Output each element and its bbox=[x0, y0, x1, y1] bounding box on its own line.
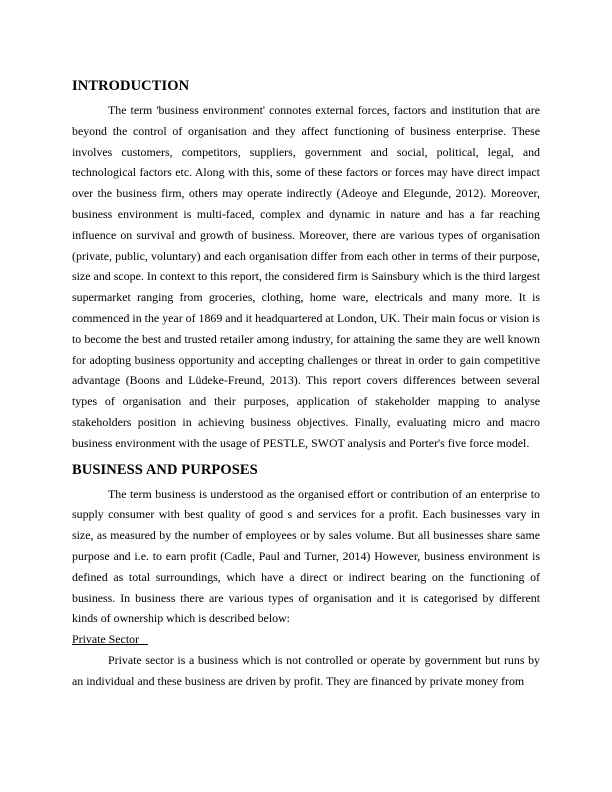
private-sector-subheading: Private Sector bbox=[72, 632, 148, 647]
business-purposes-heading: BUSINESS AND PURPOSES bbox=[72, 461, 258, 478]
document-body bbox=[72, 76, 540, 692]
private-sector-paragraph: Private sector is a business which is not controlled or operate by government but runs by an individual and these business are driven by profit. They are financed by private money from bbox=[72, 652, 540, 688]
business-purposes-paragraph: The term business is understood as the organised effort or contribution of an enterprise to supply consumer with best quality of good s and services for a profit. Each businesses vary in size, as measured by the number of employees or by sales volume. But all businesses share same purpose and i.e. to earn profit (Cadle, Paul and Turner, 2014) However, business environment is defined as total surroundings, which have a direct or indirect bearing on the functioning of business. In business there are various types of organisation and it is categorised by different kinds of ownership which is described below: bbox=[72, 486, 540, 626]
introduction-heading: INTRODUCTION bbox=[72, 78, 190, 94]
introduction-paragraph: The term 'business environment' connotes external forces, factors and institution that are beyond the control of organisation and they affect functioning of business enterprise. These involves customers, competitors, suppliers, government and social, political, legal, and technological factors etc. Along with this, some of these factors or forces may have direct impact over the business firm, others may operate indirectly (Adeoye and Elegunde, 2012). Moreover, business environment is multi-faced, complex and dynamic in nature and has a far reaching influence on survival and growth of business. Moreover, there are various types of organisation (private, public, voluntary) and each organisation differ from each other in terms of their purpose, size and scope. In context to this report, the considered firm is Sainsbury which is the third largest supermarket ranging from groceries, clothing, home ware, electricals and many more. It is commenced in the year of 1869 and it headquartered at London, UK. Their main focus or vision is to become the best and trusted retailer among industry, for attaining the same they are well known for adopting business opportunity and accepting challenges or threat in order to gain competitive advantage (Boons and Lüdeke-Freund, 2013). This report covers differences between several types of organisation and their purposes, application of stakeholder mapping to analyse stakeholders position in achieving business objectives. Finally, evaluating micro and macro business environment with the usage of PESTLE, SWOT analysis and Porter's five force model. bbox=[72, 103, 540, 450]
